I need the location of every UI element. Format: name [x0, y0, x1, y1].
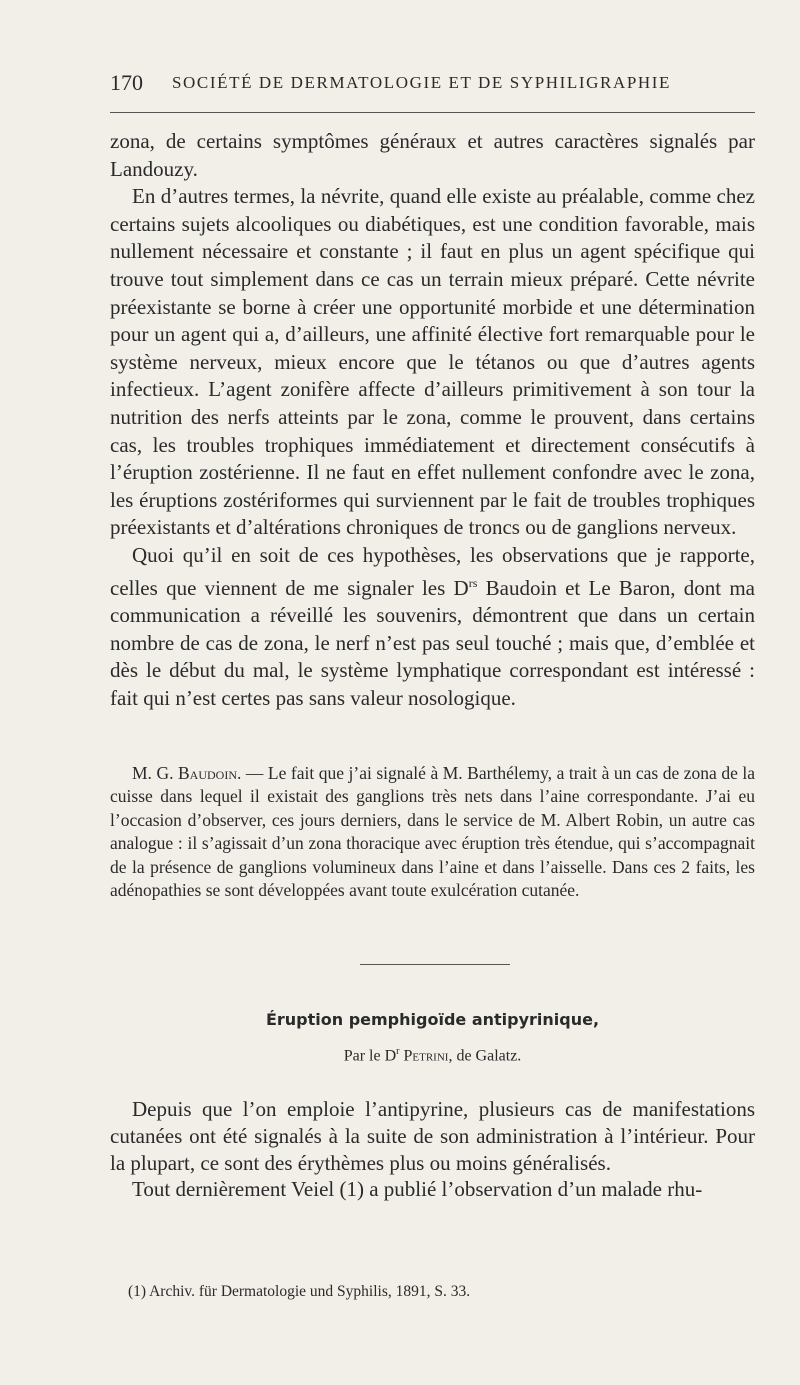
page-number: 170 [110, 70, 143, 95]
section-separator [360, 964, 510, 965]
article-title: Éruption pemphigoïde antipyrinique, [265, 1010, 600, 1029]
article-paragraph-2: Tout dernièrement Veiel (1) a publié l’observation d’un malade rhu- [132, 1177, 703, 1202]
main-text [110, 128, 755, 712]
author-name: Petrini [399, 1047, 449, 1065]
running-title: SOCIÉTÉ DE DERMATOLOGIE ET DE SYPHILIGRAPHIE [172, 73, 672, 92]
paragraph-3: Quoi qu’il en soit de ces hypothèses, les observations que je rapporte, celles que viennent de me signaler les $D^{rs}$ Baudoin et Le Baron, dont ma communication a réveillé les souvenirs, démontrent que dans un certain nombre de cas de zona, le nerf n’est pas seul touché ; mais que, d’emblée et dès le début du mal, le système lymphatique correspondant est intéressé : fait qui n’est certes pas sans valeur nosologique. [110, 542, 755, 710]
article-paragraph-1: Depuis que l’on emploie l’antipyrine, plusieurs cas de manifestations cutanées ont été signalés à la suite de son administration à l’intérieur. Pour la plupart, ce sont des érythèmes plus ou moins généralisés. [110, 1097, 755, 1175]
header-rule [110, 112, 755, 113]
article-text [110, 1096, 755, 1203]
article-byline: Par le $D^r$ Petrini, de Galatz. [343, 1046, 522, 1065]
paragraph-1: zona, de certains symptômes généraux et autres caractères signalés par Landouzy. [110, 129, 755, 181]
footnote: (1) Archiv. für Dermatologie und Syphilis, 1891, S. 33. [128, 1283, 471, 1300]
discussion-paragraph: M. G. Baudoin. — Le fait que j’ai signalé à M. Barthélemy, a trait à un cas de zona de la cuisse dans lequel il existait des ganglions très nets dans l’aine correspondante. J’ai eu l’occasion d’observer, ces jours derniers, dans le service de M. Albert Robin, un autre cas analogue : il s’agissait d’un zona thoracique avec éruption très étendue, qui s’accompagnait de la présence de ganglions volumineux dans l’aine et dans l’aisselle. Dans ces 2 faits, les adénopathies se sont développées avant toute exulcération cutanée. [110, 763, 755, 901]
paragraph-2: En d’autres termes, la névrite, quand elle existe au préalable, comme chez certains sujets alcooliques ou diabétiques, est une condition favorable, mais nullement nécessaire et constante ; il faut en plus un agent spécifique qui trouve tout simplement dans ce cas un terrain mieux préparé. Cette névrite préexistante se borne à créer une opportunité morbide et une détermination pour un agent qui a, d’ailleurs, une affinité élective fort remarquable pour le système nerveux, mieux encore que le tétanos ou que d’autres agents infectieux. L’agent zonifère affecte d’ailleurs primitivement à son tour la nutrition des nerfs atteints par le zona, comme le prouvent, dans certains cas, les troubles trophiques immédiatement et directement consécutifs à l’éruption zostérienne. Il ne faut en effet nullement confondre avec le zona, les éruptions zostériformes qui surviennent par le fait de troubles trophiques préexistants et d’altérations chroniques de troncs ou de ganglions nerveux. [110, 184, 755, 540]
speaker-name: Baudoin [178, 763, 237, 783]
discussion-text [110, 762, 755, 902]
